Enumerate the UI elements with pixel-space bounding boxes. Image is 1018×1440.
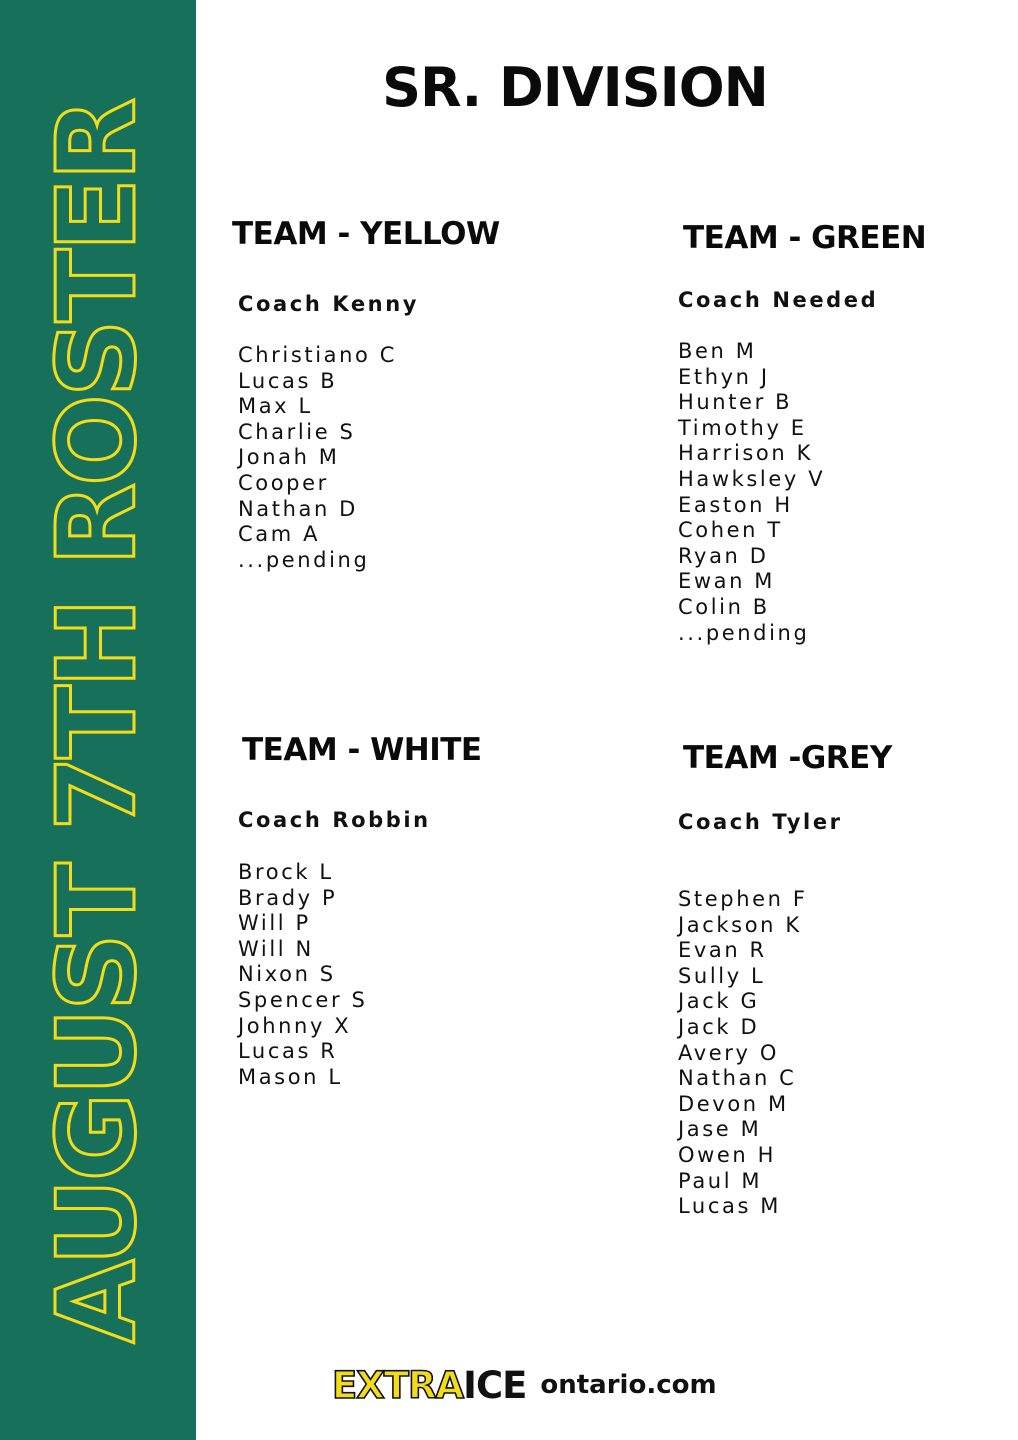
- list-item: Easton H: [678, 492, 793, 517]
- list-item: Johnny X: [238, 1013, 352, 1038]
- list-item: Brock L: [238, 860, 334, 884]
- list-item: Jack G: [678, 989, 760, 1014]
- team-name: TEAM -GREY: [683, 740, 892, 776]
- list-item: Cam A: [238, 522, 321, 547]
- sidebar-title: AUGUST 7TH ROSTER: [35, 100, 160, 1344]
- list-item: Spencer S: [238, 987, 368, 1012]
- team-white: [242, 732, 482, 769]
- list-item: Nixon S: [238, 962, 336, 987]
- list-item: Owen H: [678, 1142, 777, 1167]
- team-green: [683, 220, 926, 257]
- logo-ice-text: ICE: [463, 1363, 527, 1407]
- list-item: Lucas B: [238, 368, 338, 393]
- list-item: Colin B: [678, 594, 770, 619]
- list-item: Will N: [238, 936, 314, 961]
- list-item: Cohen T: [678, 518, 783, 543]
- team-yellow: [232, 216, 500, 253]
- team-name: TEAM - YELLOW: [232, 216, 500, 252]
- player-list: [238, 343, 397, 573]
- sidebar: [0, 0, 196, 1440]
- list-item: Stephen F: [678, 887, 808, 911]
- list-item: ...pending: [678, 620, 810, 645]
- coach-name: Coach Tyler: [678, 810, 843, 834]
- coach-name: Coach Kenny: [238, 292, 420, 316]
- list-item: Ewan M: [678, 569, 776, 594]
- list-item: Hawksley V: [678, 466, 826, 491]
- list-item: Lucas M: [678, 1194, 781, 1219]
- list-item: Ben M: [678, 339, 757, 363]
- list-item: Jackson K: [678, 912, 802, 937]
- list-item: Nathan D: [238, 496, 358, 521]
- list-item: Nathan C: [678, 1066, 797, 1091]
- list-item: Christiano C: [238, 343, 398, 367]
- logo-extra-text: EXTRA: [332, 1363, 464, 1407]
- list-item: Charlie S: [238, 419, 356, 444]
- list-item: Jase M: [678, 1117, 762, 1142]
- team-grey: [683, 740, 892, 777]
- list-item: Hunter B: [678, 390, 793, 415]
- list-item: Ethyn J: [678, 364, 770, 389]
- coach-name: Coach Needed: [678, 288, 879, 312]
- player-list: [678, 339, 825, 646]
- list-item: Jack D: [678, 1014, 760, 1039]
- list-item: Avery O: [678, 1040, 779, 1065]
- list-item: Evan R: [678, 938, 767, 963]
- list-item: Paul M: [678, 1168, 763, 1193]
- page-title: SR. DIVISION: [382, 56, 768, 119]
- list-item: Harrison K: [678, 441, 813, 466]
- list-item: Max L: [238, 394, 313, 419]
- list-item: Jonah M: [238, 445, 340, 470]
- player-list: [678, 887, 808, 1220]
- list-item: Mason L: [238, 1064, 343, 1089]
- list-item: Brady P: [238, 885, 338, 910]
- team-name: TEAM - WHITE: [242, 732, 482, 768]
- footer-logo: [332, 1360, 717, 1410]
- list-item: Will P: [238, 911, 311, 936]
- team-name: TEAM - GREEN: [683, 220, 927, 256]
- list-item: Sully L: [678, 963, 766, 988]
- list-item: Lucas R: [238, 1039, 338, 1064]
- list-item: Timothy E: [678, 415, 807, 440]
- list-item: Ryan D: [678, 543, 769, 568]
- list-item: Devon M: [678, 1091, 789, 1116]
- list-item: ...pending: [238, 547, 370, 572]
- player-list: [238, 860, 367, 1090]
- list-item: Cooper: [238, 470, 329, 495]
- coach-name: Coach Robbin: [238, 808, 431, 832]
- footer-domain: ontario.com: [540, 1370, 717, 1400]
